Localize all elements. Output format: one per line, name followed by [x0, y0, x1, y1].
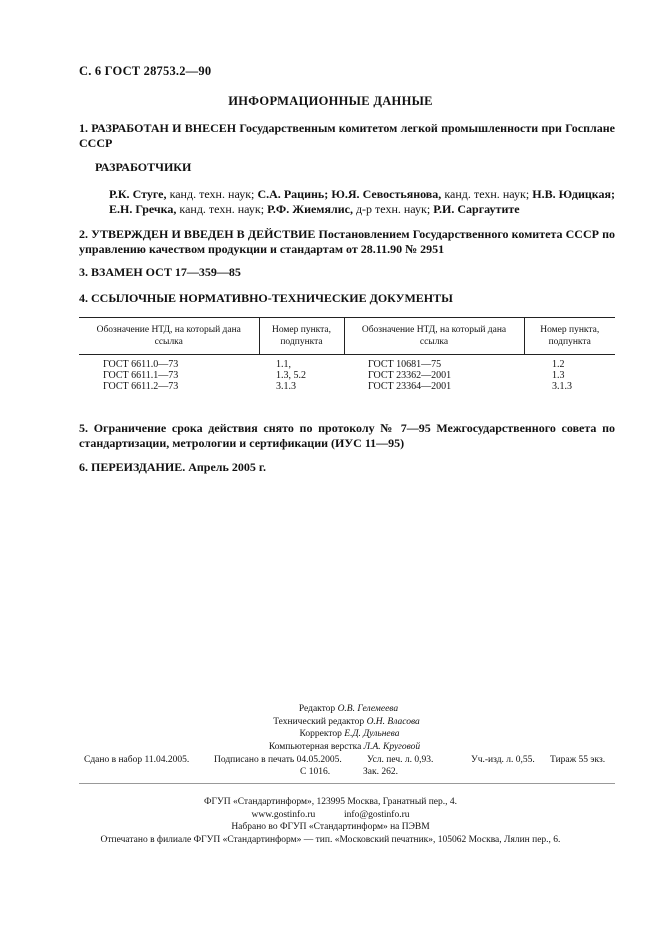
table-header-row — [79, 318, 615, 355]
publisher-sheets: Уч.-изд. л. 0,55. — [471, 755, 535, 765]
corrector-line — [0, 728, 661, 741]
table-cell: 1.3, 5.2 — [276, 370, 306, 381]
column-header: Обозначение НТД, на который дана ссылка — [79, 318, 259, 355]
developer-degree: канд. техн. наук; — [166, 187, 258, 201]
table-row — [79, 355, 615, 371]
publisher-info — [0, 796, 661, 846]
divider — [79, 783, 615, 784]
table-row — [79, 381, 615, 392]
table-cell: ГОСТ 23362—2001 — [368, 370, 452, 381]
developer-name: С.А. Рацинь; Ю.Я. Севостьянова, — [257, 187, 442, 201]
corrector-name: Е.Д. Дульнева — [344, 729, 400, 739]
page-header: С. 6 ГОСТ 28753.2—90 — [79, 64, 212, 78]
layout-label: Компьютерная верстка — [268, 741, 362, 752]
item-3-text: ВЗАМЕН ОСТ 17—359—85 — [91, 265, 241, 279]
item-4-number: 4. — [79, 291, 88, 305]
item-4 — [79, 291, 615, 306]
item-2 — [79, 227, 615, 257]
publisher-address: ФГУП «Стандартинформ», 123995 Москва, Гранатный пер., 4. — [203, 797, 458, 807]
item-5-text: Ограничение срока действия снято по протоколу № 7—95 Межгосударственного совета по стандартизации, метрологии и сертификации (ИУС 11—95) — [79, 421, 616, 450]
table-cell: 3.1.3 — [552, 381, 572, 392]
typeset-note: Набрано во ФГУП «Стандартинформ» на ПЭВМ — [231, 822, 430, 832]
item-1-number: 1. — [79, 121, 88, 135]
item-5-number: 5. — [79, 421, 88, 435]
table-cell: 1.1, — [276, 359, 291, 370]
print-run: Тираж 55 экз. — [550, 755, 606, 765]
table-row — [79, 370, 615, 381]
item-6-number: 6. — [79, 460, 88, 474]
developers-list — [109, 187, 615, 217]
signed-for-print: Подписано в печать 04.05.2005. — [214, 755, 342, 765]
item-6-text: ПЕРЕИЗДАНИЕ. Апрель 2005 г. — [91, 460, 266, 474]
email-link[interactable]: info@gostinfo.ru — [344, 809, 410, 820]
table-cell: ГОСТ 6611.0—73 — [103, 359, 179, 370]
printing-house: Отпечатано в филиале ФГУП «Стандартинформ» — тип. «Московский печатник», 105062 Москва, Лялин пер., 6. — [100, 834, 561, 845]
website-link[interactable]: www.gostinfo.ru — [251, 809, 316, 820]
developer-degree: д-р техн. наук; — [352, 202, 434, 216]
table-cell: ГОСТ 23364—2001 — [368, 381, 452, 392]
table-cell: 1.3 — [552, 370, 565, 381]
table-cell: ГОСТ 6611.1—73 — [103, 370, 179, 381]
layout-name: Л.А. Круговой — [363, 741, 421, 752]
tech-editor-label: Технический редактор — [273, 716, 365, 727]
table-cell: ГОСТ 10681—75 — [368, 359, 442, 370]
colophon-credits — [0, 703, 661, 753]
editor-label: Редактор — [298, 704, 336, 714]
item-2-text: УТВЕРЖДЕН И ВВЕДЕН В ДЕЙСТВИЕ Постановлением Государственного комитета СССР по управлению качеством продукции и стандартам от 28.11.90 № 2951 — [79, 227, 615, 256]
table-cell: ГОСТ 6611.2—73 — [103, 381, 179, 392]
column-header: Обозначение НТД, на который дана ссылка — [344, 318, 524, 355]
item-4-text: ССЫЛОЧНЫЕ НОРМАТИВНО-ТЕХНИЧЕСКИЕ ДОКУМЕНТЫ — [91, 291, 453, 305]
developer-name: Р.И. Саргаутите — [433, 202, 520, 216]
print-sheets: Усл. печ. л. 0,93. — [367, 755, 434, 765]
table-cell: 1.2 — [552, 359, 565, 370]
references-table — [79, 317, 615, 392]
editor-name: О.В. Гелемеева — [337, 704, 399, 714]
developer-degree: канд. техн. наук; — [176, 202, 268, 216]
tech-editor-line — [0, 716, 661, 729]
item-1-text: РАЗРАБОТАН И ВНЕСЕН Государственным комитетом легкой промышленности при Госплане СССР — [79, 121, 615, 150]
item-6 — [79, 460, 615, 475]
tech-editor-name: О.Н. Власова — [366, 716, 420, 727]
sent-to-typeset: Сдано в набор 11.04.2005. — [84, 755, 190, 765]
developer-name: Н.В. Юдицкая; Е.Н. Гречка, — [109, 187, 615, 216]
table-cell: 3.1.3 — [276, 381, 296, 392]
editor-line — [0, 703, 661, 716]
corrector-label: Корректор — [299, 729, 342, 739]
developer-name: Р.Ф. Жиемялис, — [267, 202, 353, 216]
developer-degree: канд. техн. наук; — [441, 187, 533, 201]
item-1 — [79, 121, 615, 151]
section-title: ИНФОРМАЦИОННЫЕ ДАННЫЕ — [228, 94, 433, 108]
item-3 — [79, 265, 615, 280]
item-3-number: 3. — [79, 265, 88, 279]
item-5 — [79, 421, 615, 451]
contact-line — [0, 809, 661, 822]
column-header: Номер пункта, подпункта — [524, 318, 615, 355]
developer-name: Р.К. Стуге, — [109, 187, 167, 201]
code-number: С 1016. — [300, 767, 331, 777]
order-number: Зак. 262. — [363, 767, 398, 777]
column-header: Номер пункта, подпункта — [259, 318, 344, 355]
item-2-number: 2. — [79, 227, 88, 241]
layout-line — [0, 741, 661, 754]
developers-heading: РАЗРАБОТЧИКИ — [95, 160, 192, 174]
